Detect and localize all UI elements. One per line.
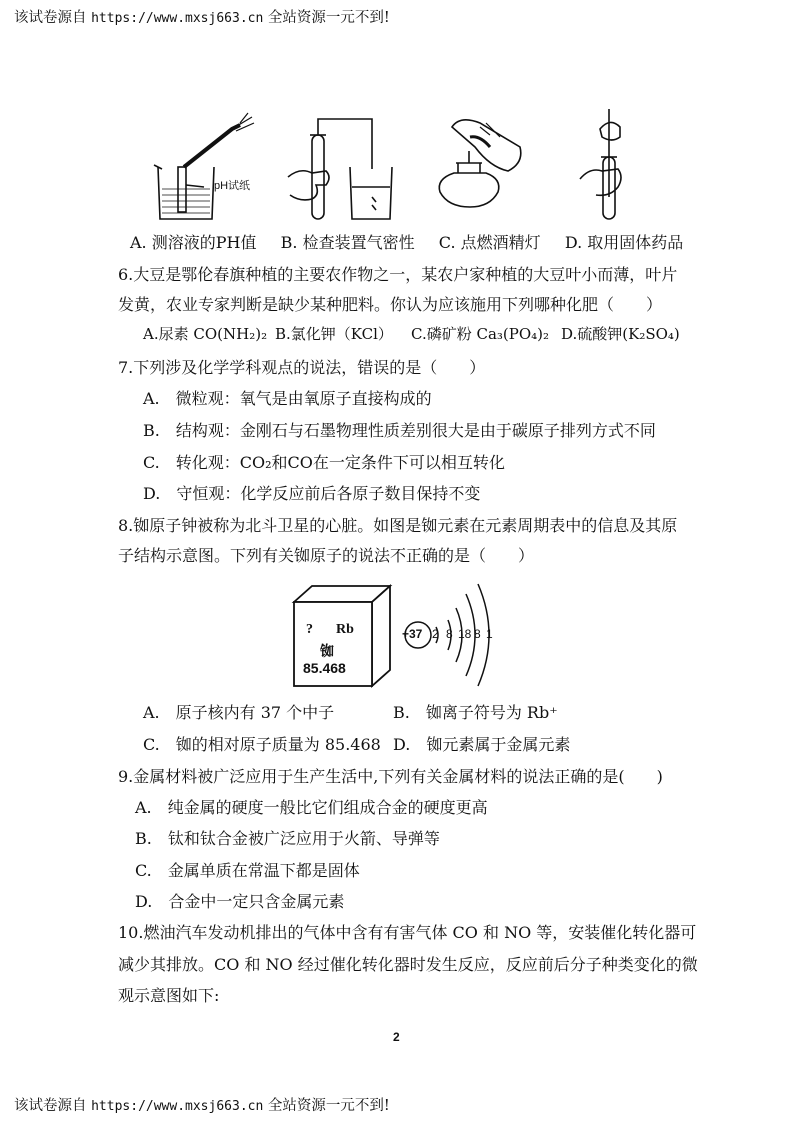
rb-atomic-mass: 85.468: [303, 660, 346, 676]
q10-stem-line2: 减少其排放。CO 和 NO 经过催化转化器时发生反应，反应前后分子种类变化的微: [118, 955, 698, 974]
q6-stem-line2: 发黄，农业专家判断是缺少某种肥料。你认为应该施用下列哪种化肥（ ）: [118, 295, 663, 314]
footer-slogan: 全站资源一元不到!: [267, 1098, 390, 1114]
q10-stem-line3: 观示意图如下:: [118, 986, 220, 1005]
rb-shell-1: 2: [432, 627, 439, 641]
header-source-label: 该试卷源自: [14, 10, 87, 26]
q7-option-c[interactable]: C. 转化观：CO₂和CO在一定条件下可以相互转化: [143, 453, 505, 472]
q7-option-a[interactable]: A. 微粒观：氧气是由氧原子直接构成的: [143, 389, 432, 408]
rb-atomic-number-placeholder: ?: [306, 622, 313, 637]
q10-stem-line1: 10.燃油汽车发动机排出的气体中含有有害气体 CO 和 NO 等，安装催化转化器可: [118, 923, 697, 942]
footer-source-label: 该试卷源自: [14, 1098, 87, 1114]
q9-option-b[interactable]: B. 钛和钛合金被广泛应用于火箭、导弹等: [135, 829, 440, 848]
q5-option-c[interactable]: C. 点燃酒精灯: [438, 233, 541, 252]
q7-option-d[interactable]: D. 守恒观：化学反应前后各原子数目保持不变: [143, 484, 481, 503]
page-footer: [14, 1094, 390, 1115]
rb-shell-3: 18: [458, 627, 472, 641]
q8-stem-line1: 8.铷原子钟被称为北斗卫星的心脏。如图是铷元素在元素周期表中的信息及其原: [118, 516, 678, 535]
q8-option-c[interactable]: C. 铷的相对原子质量为 85.468: [143, 735, 381, 754]
ph-paper-label: pH试纸: [214, 180, 251, 192]
rb-shell-2: 8: [446, 627, 453, 641]
q6-option-a[interactable]: A.尿素 CO(NH₂)₂: [143, 325, 268, 343]
q9-option-a[interactable]: A. 纯金属的硬度一般比它们组成合金的硬度更高: [135, 798, 488, 817]
q8-option-b[interactable]: B. 铷离子符号为 Rb⁺: [393, 703, 558, 722]
rb-element-name: 铷: [320, 644, 334, 660]
q6-stem-line1: 6.大豆是鄂伦春旗种植的主要农作物之一，某农户家种植的大豆叶小而薄，叶片: [118, 265, 678, 284]
q5-options: [130, 230, 683, 253]
footer-url-link[interactable]: https://www.mxsj663.cn: [91, 1099, 264, 1114]
q8-option-d[interactable]: D. 铷元素属于金属元素: [393, 735, 571, 754]
page-header: [14, 6, 390, 27]
header-url-link[interactable]: https://www.mxsj663.cn: [91, 11, 264, 26]
q6-option-d[interactable]: D.硫酸钾(K₂SO₄): [561, 325, 680, 343]
rb-shell-5: 1: [486, 627, 493, 641]
q8-stem-line2: 子结构示意图。下列有关铷原子的说法不正确的是（ ）: [118, 546, 535, 565]
q5-option-a[interactable]: A. 测溶液的PH值: [130, 233, 257, 252]
rb-symbol: Rb: [336, 622, 354, 637]
q5-option-b[interactable]: B. 检查装置气密性: [280, 233, 415, 252]
page-number: 2: [393, 1030, 400, 1044]
q9-stem: 9.金属材料被广泛应用于生产生活中,下列有关金属材料的说法正确的是( ): [118, 767, 663, 786]
q7-option-b[interactable]: B. 结构观：金刚石与石墨物理性质差别很大是由于碳原子排列方式不同: [143, 421, 656, 440]
header-slogan: 全站资源一元不到!: [267, 10, 390, 26]
q7-stem: 7.下列涉及化学学科观点的说法，错误的是（ ）: [118, 358, 486, 377]
q6-option-b[interactable]: B.氯化钾（KCl）: [275, 325, 393, 343]
q9-option-c[interactable]: C. 金属单质在常温下都是固体: [135, 861, 360, 880]
q6-option-c[interactable]: C.磷矿粉 Ca₃(PO₄)₂: [411, 325, 550, 343]
rb-nucleus-charge: +37: [402, 627, 423, 641]
rb-shell-4: 8: [474, 627, 481, 641]
q9-option-d[interactable]: D. 合金中一定只含金属元素: [135, 892, 345, 911]
q8-option-a[interactable]: A. 原子核内有 37 个中子: [143, 703, 335, 722]
q5-apparatus-figure: [140, 107, 700, 227]
q5-option-d[interactable]: D. 取用固体药品: [564, 233, 684, 252]
